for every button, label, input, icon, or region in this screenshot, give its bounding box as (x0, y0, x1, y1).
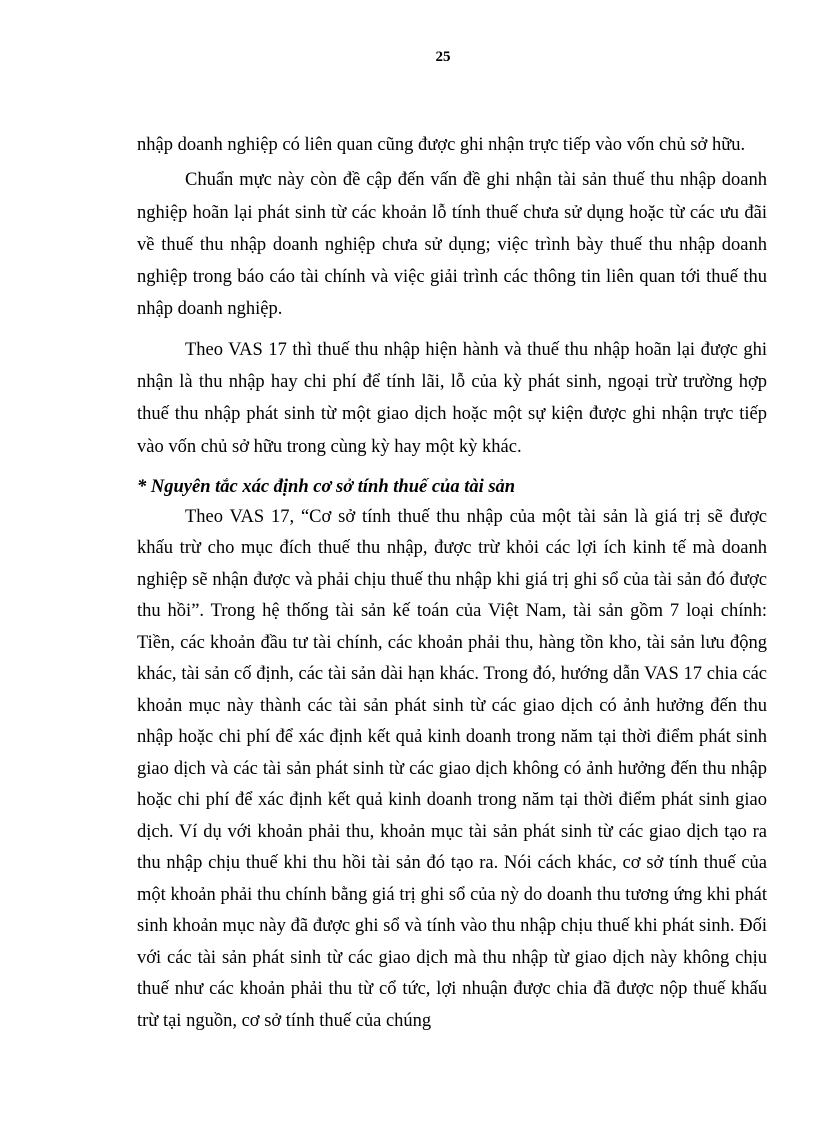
section-heading: * Nguyên tắc xác định cơ sở tính thuế của tài sản (137, 476, 516, 497)
body-text (137, 129, 767, 1037)
paragraph-standard-scope: Chuẩn mực này còn đề cập đến vấn đề ghi nhận tài sản thuế thu nhập doanh nghiệp hoãn lại phát sinh từ các khoản lỗ tính thuế chưa sử dụng hoặc từ các ưu đãi về thuế thu nhập doanh nghiệp chưa sử dụng; việc trình bày thuế thu nhập doanh nghiệp trong báo cáo tài chính và việc giải trình các thông tin liên quan tới thuế thu nhập doanh nghiệp. (137, 170, 767, 320)
paragraph-vas17-recognition: Theo VAS 17 thì thuế thu nhập hiện hành và thuế thu nhập hoãn lại được ghi nhận là thu nhập hay chi phí để tính lãi, lỗ của kỳ phát sinh, ngoại trừ trường hợp thuế thu nhập phát sinh từ một giao dịch hoặc một sự kiện được ghi nhận trực tiếp vào vốn chủ sở hữu trong cùng kỳ hay một kỳ khác. (137, 339, 767, 457)
page-number: 25 (435, 49, 451, 65)
paragraph-continuation: nhập doanh nghiệp có liên quan cũng được ghi nhận trực tiếp vào vốn chủ sở hữu. (137, 135, 746, 155)
paragraph-tax-base-principle: Theo VAS 17, “Cơ sở tính thuế thu nhập của một tài sản là giá trị sẽ được khấu trừ cho mục đích thuế thu nhập, được trừ khỏi các lợi ích kinh tế mà doanh nghiệp sẽ nhận được và phải chịu thuế thu nhập khi giá trị ghi sổ của tài sản đó được thu hồi”. Trong hệ thống tài sản kế toán của Việt Nam, tài sản gồm 7 loại chính: Tiền, các khoản đầu tư tài chính, các khoản phải thu, hàng tồn kho, tài sản lưu động khác, tài sản cố định, các tài sản dài hạn khác. Trong đó, hướng dẫn VAS 17 chia các khoản mục này thành các tài sản phát sinh từ các giao dịch có ảnh hưởng đến thu nhập hoặc chi phí để xác định kết quả kinh doanh trong năm tại thời điểm phát sinh giao dịch và các tài sản phát sinh từ các giao dịch không có ảnh hưởng đến thu nhập hoặc chi phí để xác định kết quả kinh doanh trong năm tại thời điểm phát sinh giao dịch. Ví dụ với khoản phải thu, khoản mục tài sản phát sinh từ các giao dịch tạo ra thu nhập chịu thuế khi thu hồi tài sản đó tạo ra. Nói cách khác, cơ sở tính thuế của một khoản phải thu chính bằng giá trị ghi sổ của nỳ do doanh thu tương ứng khi phát sinh khoản mục này đã được ghi sổ và tính vào thu nhập chịu thuế khi phát sinh. Đối với các tài sản phát sinh từ các giao dịch mà thu nhập từ giao dịch này không chịu thuế như các khoản phải thu từ cổ tức, lợi nhuận được chia đã được nộp thuế khấu trừ tại nguồn, cơ sở tính thuế của chúng (137, 506, 767, 1031)
